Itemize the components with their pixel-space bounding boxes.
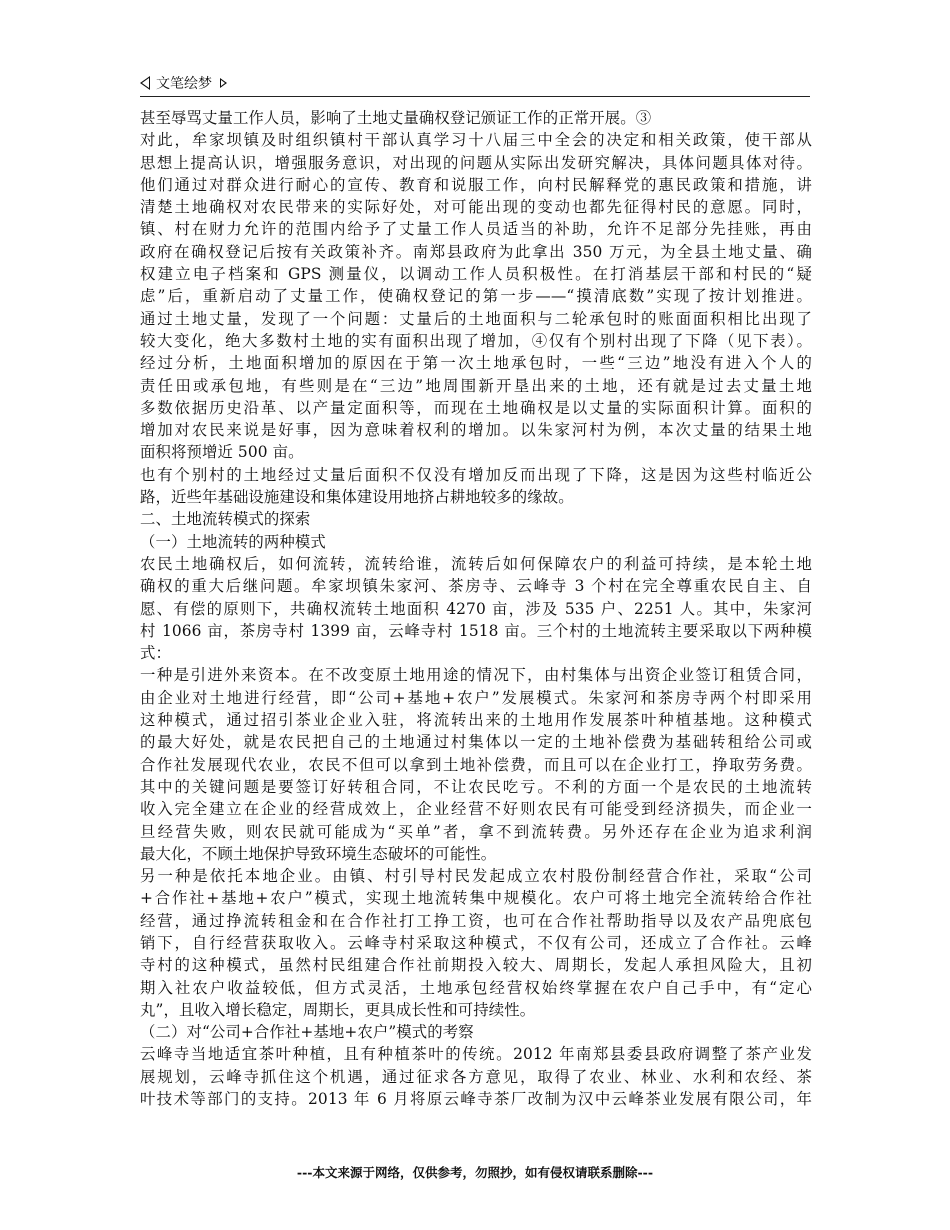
page-header (140, 70, 810, 97)
text-line: 由企业对土地进行经营，即“公司+基地+农户”发展模式。朱家河和茶房寺两个村即采用 (140, 688, 812, 707)
text-line: 云峰寺当地适宜茶叶种植，且有种植茶叶的传统。2012 年南郑县委县政府调整了茶产业发 (140, 1045, 812, 1064)
text-line: 旦经营失败，则农民就可能成为“买单”者，拿不到流转费。另外还存在企业为追求利润 (140, 822, 812, 841)
text-line: 多数依据历史沿革、以产量定面积等，而现在土地确权是以丈量的实际面积计算。面积的 (140, 398, 812, 417)
text-line: 虑”后，重新启动了丈量工作，使确权登记的第一步——“摸清底数”实现了按计划推进。 (140, 287, 812, 306)
text-line: 叶技术等部门的支持。2013 年 6 月将原云峰寺茶厂改制为汉中云峰茶业发展有限公司，年 (140, 1090, 812, 1109)
text-line: 清楚土地确权对农民带来的实际好处，对可能出现的变动也都先征得村民的意愿。同时， (140, 198, 812, 217)
text-line: （一）土地流转的两种模式 (140, 532, 326, 551)
text-line: 经过分析，土地面积增加的原因在于第一次土地承包时，一些“三边”地没有进入个人的 (140, 354, 812, 373)
text-line: 路，近些年基础设施建设和集体建设用地挤占耕地较多的缘故。 (140, 488, 574, 507)
text-line: 他们通过对群众进行耐心的宣传、教育和说服工作，向村民解释党的惠民政策和措施，讲 (140, 175, 812, 194)
text-line: 愿、有偿的原则下，共确权流转土地面积 4270 亩，涉及 535 户、2251 人。其中，朱家河 (140, 599, 812, 618)
header-brand (140, 73, 227, 93)
text-line: 面积将预增近 500 亩。 (140, 443, 304, 462)
text-line: 权建立电子档案和 GPS 测量仪，以调动工作人员积极性。在打消基层干部和村民的“疑 (140, 265, 812, 284)
text-line: 这种模式，通过招引茶业企业入驻，将流转出来的土地用作发展茶叶种植基地。这种模式 (140, 711, 812, 730)
text-line: 丸”，且收入增长稳定，周期长，更具成长性和可持续性。 (140, 1000, 536, 1019)
text-line: 思想上提高认识，增强服务意识，对出现的问题从实际出发研究解决，具体问题具体对待。 (140, 153, 812, 172)
text-line: 较大变化，绝大多数村土地的实有面积出现了增加，④仅有个别村出现了下降（见下表）。 (140, 331, 812, 350)
text-line: 增加对农民来说是好事，因为意味着权利的增加。以朱家河村为例，本次丈量的结果土地 (140, 421, 812, 440)
text-line: 对此，牟家坝镇及时组织镇村干部认真学习十八届三中全会的决定和相关政策，使干部从 (140, 131, 812, 150)
text-line: 最大化，不顾土地保护导致环境生态破坏的可能性。 (140, 844, 497, 863)
page-footer: ---本文来源于网络，仅供参考，勿照抄，如有侵权请联系删除--- (296, 1165, 654, 1180)
text-line: 合作社发展现代农业，农民不但可以拿到土地补偿费，而且可以在企业打工，挣取劳务费。 (140, 755, 812, 774)
document-body (140, 107, 812, 1110)
text-line: （二）对“公司+合作社+基地+农户”模式的考察 (140, 1023, 474, 1042)
text-line: 责任田或承包地，有些则是在“三边”地周围新开垦出来的土地，还有就是过去丈量土地 (140, 376, 812, 395)
text-line: 收入完全建立在企业的经营成效上，企业经营不好则农民有可能受到经济损失，而企业一 (140, 800, 812, 819)
right-triangle-icon (220, 78, 227, 88)
left-triangle-icon (140, 76, 150, 90)
text-line: 甚至辱骂丈量工作人员，影响了土地丈量确权登记颁证工作的正常开展。③ (140, 109, 652, 127)
text-line: 农民土地确权后，如何流转，流转给谁，流转后如何保障农户的利益可持续，是本轮土地 (140, 554, 812, 573)
text-line: 经营，通过挣流转租金和在合作社打工挣工资，也可在合作社帮助指导以及农产品兜底包 (140, 911, 812, 930)
text-line: 确权的重大后继问题。牟家坝镇朱家河、茶房寺、云峰寺 3 个村在完全尊重农民自主、自 (140, 577, 812, 596)
brand-label: 文笔绘梦 (156, 76, 212, 92)
text-line: 也有个别村的土地经过丈量后面积不仅没有增加反而出现了下降，这是因为这些村临近公 (140, 465, 812, 484)
text-line: 二、土地流转模式的探索 (140, 510, 311, 529)
text-line: 其中的关键问题是要签订好转租合同，不让农民吃亏。不利的方面一个是农民的土地流转 (140, 777, 812, 796)
text-line: 通过土地丈量，发现了一个问题：丈量后的土地面积与二轮承包时的账面面积相比出现了 (140, 309, 812, 328)
text-line: 镇、村在财力允许的范围内给予了丈量工作人员适当的补助，允许不足部分先挂账，再由 (140, 220, 812, 239)
text-line: 的最大好处，就是农民把自己的土地通过村集体以一定的土地补偿费为基础转租给公司或 (140, 733, 812, 752)
text-line: 一种是引进外来资本。在不改变原土地用途的情况下，由村集体与出资企业签订租赁合同， (140, 666, 812, 685)
text-line: 另一种是依托本地企业。由镇、村引导村民发起成立农村股份制经营合作社，采取“公司 (140, 867, 812, 886)
text-line: 寺村的这种模式，虽然村民组建合作社前期投入较大、周期长，发起人承担风险大，且初 (140, 956, 812, 975)
text-line: +合作社+基地+农户”模式，实现土地流转集中规模化。农户可将土地完全流转给合作社 (140, 889, 812, 908)
text-line: 式： (140, 644, 171, 663)
text-line: 村 1066 亩，茶房寺村 1399 亩，云峰寺村 1518 亩。三个村的土地流转主要采取以下两种模 (140, 621, 812, 640)
text-line: 展规划，云峰寺抓住这个机遇，通过征求各方意见，取得了农业、林业、水利和农经、茶 (140, 1067, 812, 1086)
text-line: 政府在确权登记后按有关政策补齐。南郑县政府为此拿出 350 万元，为全县土地丈量、确 (140, 242, 812, 261)
text-line: 销下，自行经营获取收入。云峰寺村采取这种模式，不仅有公司，还成立了合作社。云峰 (140, 933, 812, 952)
text-line: 期入社农户收益较低，但方式灵活，土地承包经营权始终掌握在农户自己手中，有“定心 (140, 978, 812, 997)
